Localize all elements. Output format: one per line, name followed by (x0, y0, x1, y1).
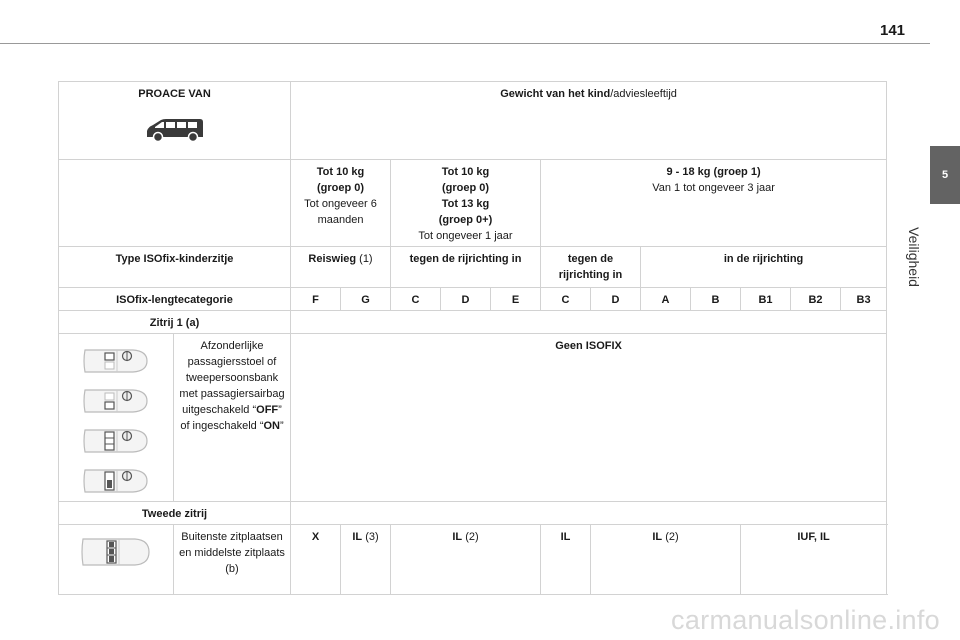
type-reiswieg (291, 247, 391, 288)
weight-header (291, 82, 887, 160)
vehicle-name: PROACE VAN (138, 88, 211, 100)
group1-line1: Tot 10 kg (316, 166, 365, 178)
row2-value-2 (341, 525, 391, 595)
size-class: B1 (741, 288, 791, 311)
group2-note: Tot ongeveer 1 jaar (418, 230, 513, 242)
seat-diagram-icon (81, 424, 151, 458)
row1-desc-part2: ” of ingeschakeld “ (180, 404, 282, 432)
group-cell-1 (291, 160, 391, 247)
size-class: E (491, 288, 541, 311)
isofix-table (58, 81, 887, 595)
row2-v2-bold: IL (352, 531, 363, 543)
size-row-label: ISOfix-lengtecategorie (59, 288, 291, 311)
row2-value-1: X (291, 525, 341, 595)
row1-desc-part1: Afzonderlijke passagiersstoel of tweepersoonsbank met passagiersairbag uitgeschakeld “ (179, 340, 285, 416)
row1-desc-part3: ” (280, 420, 284, 432)
row1-value: Geen ISOFIX (291, 334, 887, 502)
size-class: B3 (841, 288, 887, 311)
empty-cell (59, 160, 291, 247)
row2-value-5 (591, 525, 741, 595)
row2-diagram (59, 525, 174, 595)
group1-line2: (groep 0) (316, 182, 365, 194)
row2-value-3 (391, 525, 541, 595)
row2-v5-bold: IL (652, 531, 663, 543)
page-number: 141 (880, 22, 906, 39)
row2-label: Tweede zitrij (59, 502, 291, 525)
reiswieg-rest: (1) (356, 253, 373, 265)
size-class: D (441, 288, 491, 311)
weight-head-rest: /adviesleeftijd (610, 88, 677, 100)
weight-head-bold: Gewicht van het kind (500, 88, 611, 100)
row1-desc (174, 334, 291, 502)
row1-label: Zitrij 1 (a) (59, 311, 291, 334)
seat-diagram-icon (81, 344, 151, 378)
size-class: B2 (791, 288, 841, 311)
type-forward: in de rijrichting (641, 247, 887, 288)
row2-value-4: IL (541, 525, 591, 595)
group1-note: Tot ongeveer 6 maanden (304, 198, 377, 226)
section-title (904, 212, 924, 302)
watermark: carmanualsonline.info (671, 605, 940, 635)
header-rule (0, 43, 930, 44)
row1-diagrams (59, 334, 174, 502)
size-class: G (341, 288, 391, 311)
seat-diagram-icon (81, 384, 151, 418)
group2-line3: Tot 13 kg (441, 198, 490, 210)
row2-label-filler (291, 502, 887, 525)
type-rear2: tegen de rijrichting in (541, 247, 641, 288)
size-class: C (541, 288, 591, 311)
seat-diagram-icon (81, 464, 151, 498)
size-class: B (691, 288, 741, 311)
size-class: A (641, 288, 691, 311)
row2-v2-rest: (3) (362, 531, 379, 543)
row2-v3-bold: IL (452, 531, 463, 543)
van-icon (144, 116, 206, 144)
vehicle-cell (59, 82, 291, 160)
reiswieg-bold: Reiswieg (308, 253, 357, 265)
airbag-on: ON (263, 420, 280, 432)
group2-line2: (groep 0) (441, 182, 490, 194)
section-tab[interactable]: 5 (930, 146, 960, 204)
size-class: F (291, 288, 341, 311)
group2-line1: Tot 10 kg (441, 166, 490, 178)
type-rear1: tegen de rijrichting in (391, 247, 541, 288)
seat-diagram-icon (79, 533, 153, 571)
size-class: C (391, 288, 441, 311)
section-title-text: Veiligheid (906, 227, 922, 287)
group-cell-3 (541, 160, 887, 247)
row2-v5-rest: (2) (662, 531, 679, 543)
row2-value-6: IUF, IL (741, 525, 887, 595)
group2-line4: (groep 0+) (438, 214, 493, 226)
size-class: D (591, 288, 641, 311)
row2-v3-rest: (2) (462, 531, 479, 543)
group-cell-2 (391, 160, 541, 247)
group3-line1: 9 - 18 kg (groep 1) (666, 166, 761, 178)
type-row-label: Type ISOfix-kinderzitje (59, 247, 291, 288)
group3-note: Van 1 tot ongeveer 3 jaar (652, 182, 775, 194)
row1-label-filler (291, 311, 887, 334)
row2-desc: Buitenste zitplaatsen en middelste zitplaats (b) (174, 525, 291, 595)
airbag-off: OFF (256, 404, 279, 416)
